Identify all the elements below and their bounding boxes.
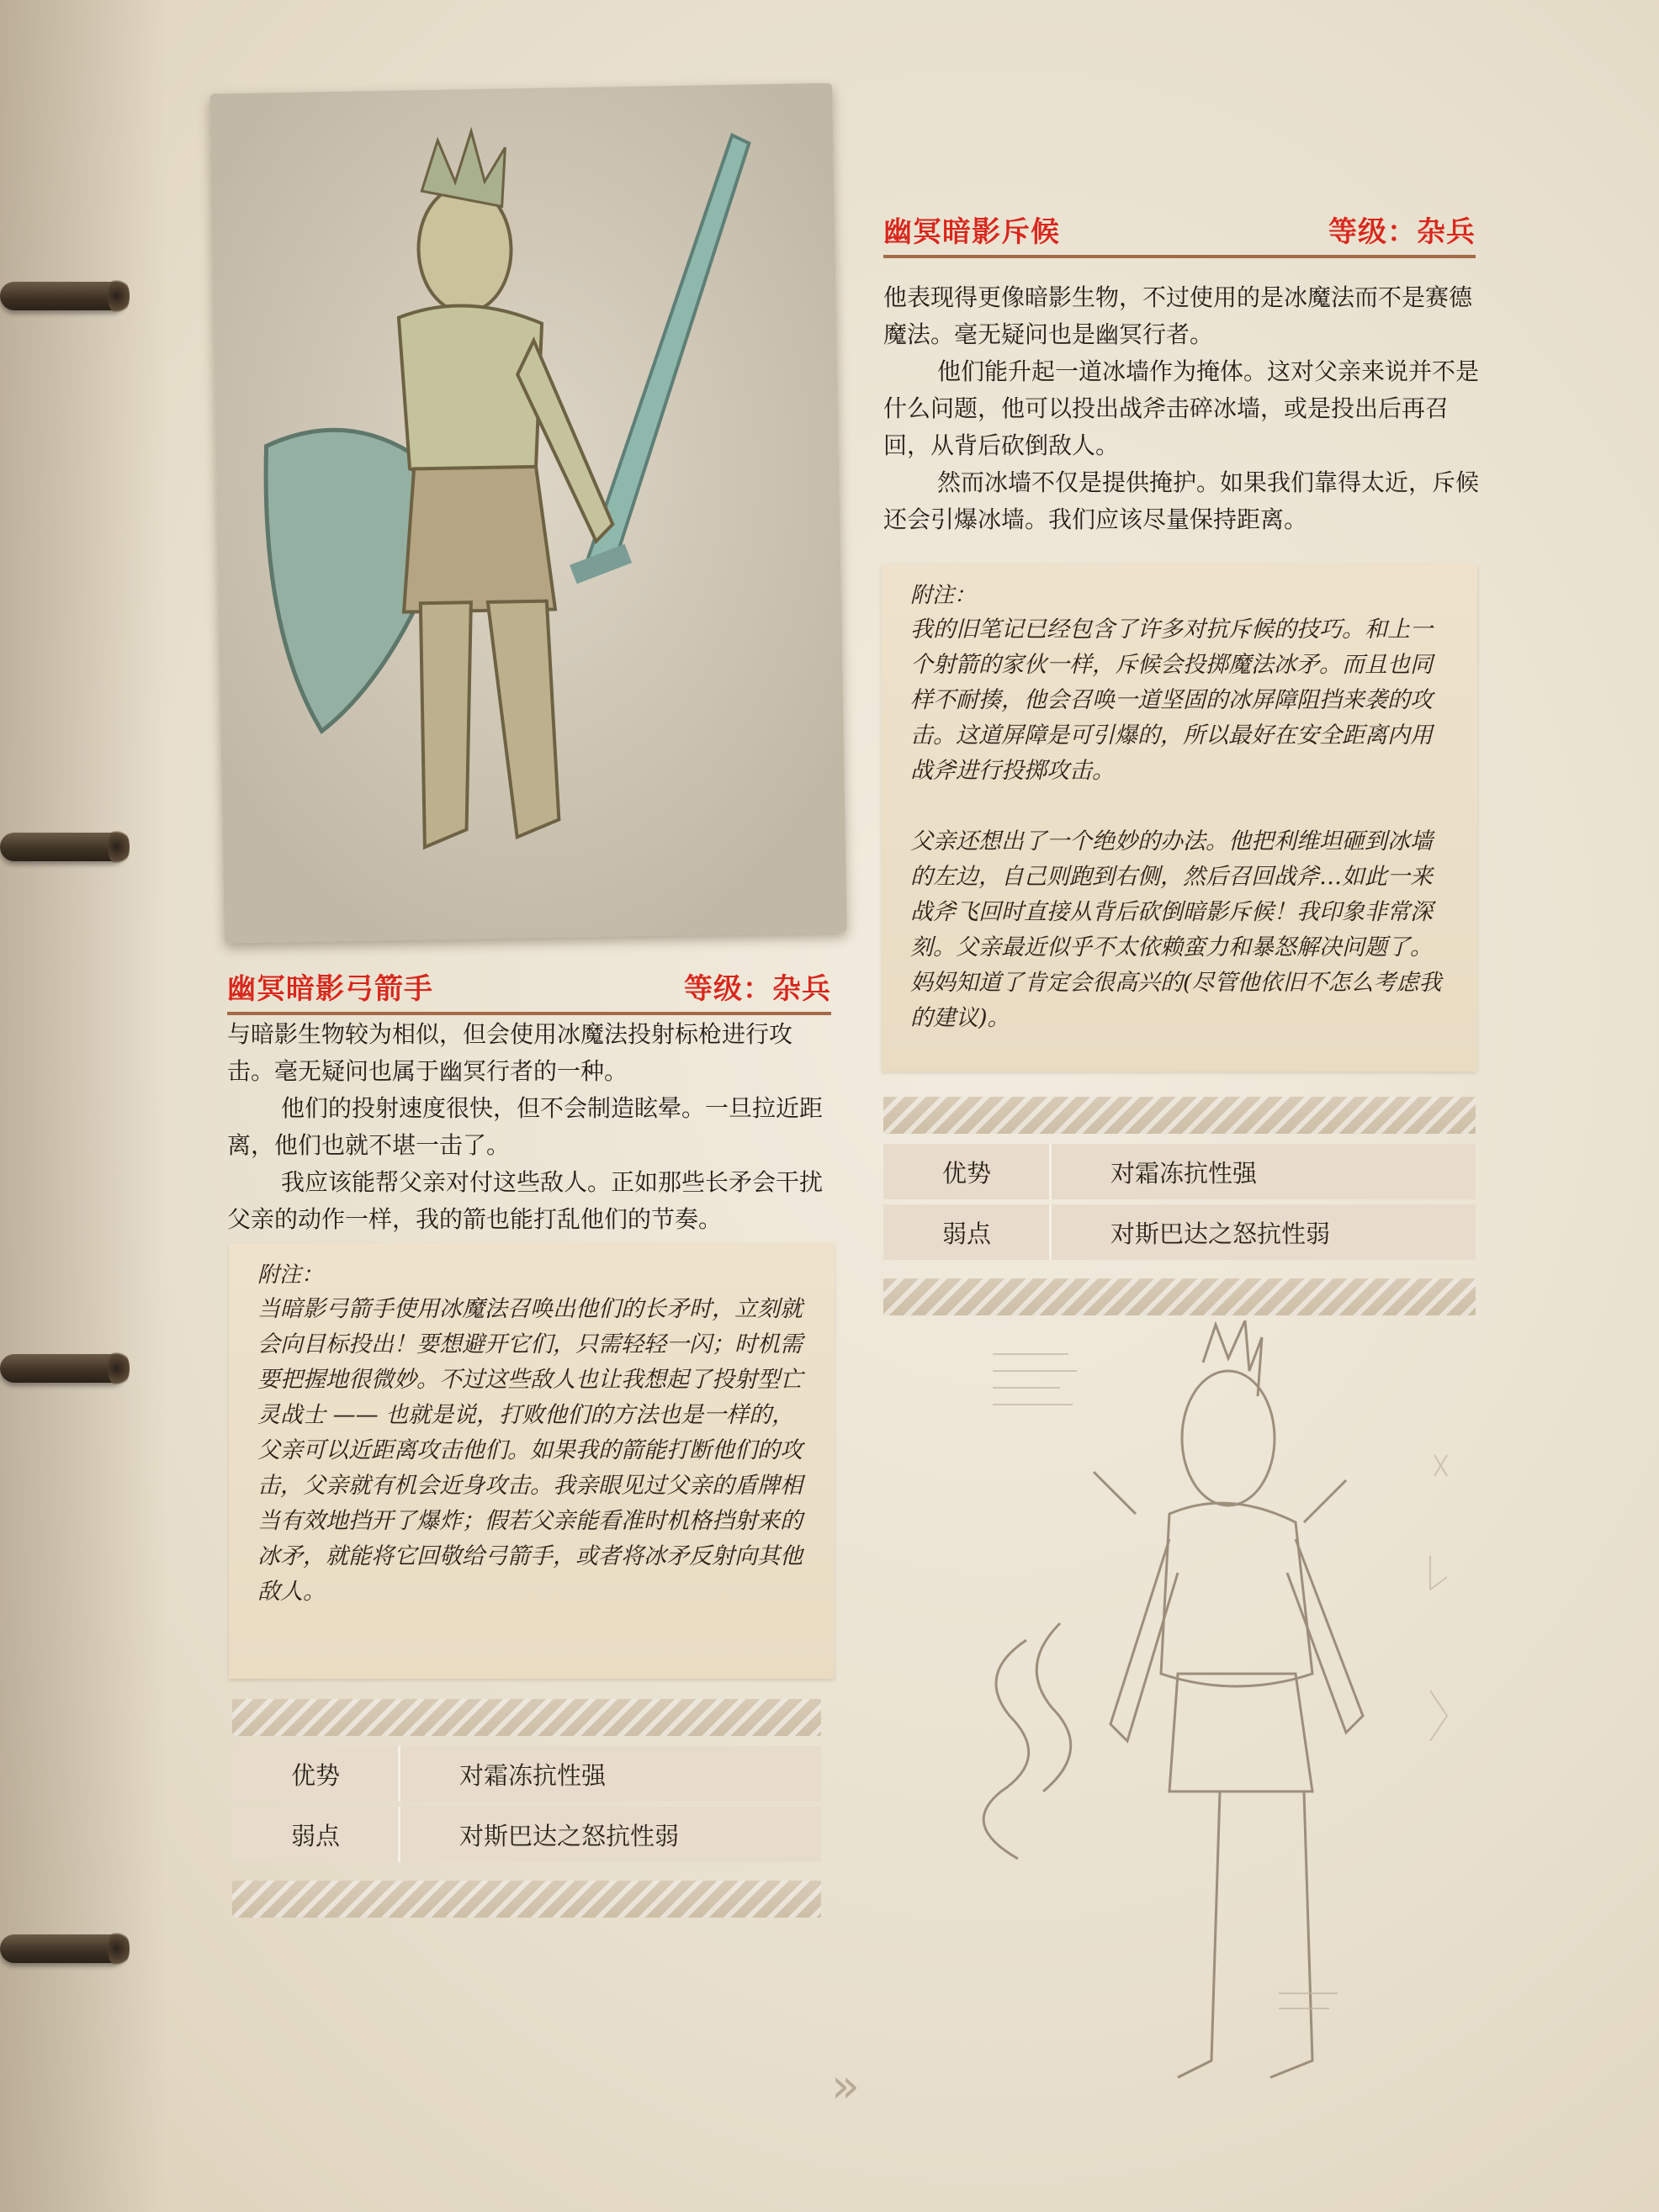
next-page-chevron: » xyxy=(831,2059,849,2114)
right-entry-note xyxy=(882,564,1477,1072)
binder-ring xyxy=(0,833,126,861)
stat-key: 优势 xyxy=(883,1144,1052,1199)
note-label: 附注： xyxy=(910,583,977,608)
archer-illustration xyxy=(209,83,847,944)
right-entry-body xyxy=(883,279,1486,538)
scout-sketch xyxy=(925,1320,1506,2119)
stat-value: 对霜冻抗性强 xyxy=(1110,1158,1258,1188)
stat-row-weakness xyxy=(883,1204,1476,1260)
left-entry-rank: 等级：杂兵 xyxy=(684,972,831,1006)
left-entry-header xyxy=(227,966,831,1015)
note-text: 父亲还想出了一个绝妙的办法。他把利维坦砸到冰墙的左边，自己则跑到右侧，然后召回战斧…如此一来战斧飞回时直接从背后砍倒暗影斥候！我印象非常深刻。父亲最近似乎不太依赖蛮力和暴怒解决问题了。妈妈知道了肯定会很高兴的(尽管他依旧不怎么考虑我的建议)。 xyxy=(910,828,1442,1031)
stat-row-strength xyxy=(883,1144,1476,1199)
stat-value: 对霜冻抗性强 xyxy=(459,1760,607,1790)
right-entry-rank: 等级：杂兵 xyxy=(1328,215,1476,249)
right-stat-table xyxy=(883,1144,1476,1265)
paragraph: 然而冰墙不仅是提供掩护。如果我们靠得太近，斥候还会引爆冰墙。我们应该尽量保持距离。 xyxy=(883,468,1480,533)
left-stat-table xyxy=(232,1746,821,1867)
right-entry-header xyxy=(883,209,1476,258)
stat-value: 对斯巴达之怒抗性弱 xyxy=(1110,1219,1331,1248)
stat-key: 优势 xyxy=(232,1746,400,1802)
left-entry-note xyxy=(229,1243,835,1679)
stat-key: 弱点 xyxy=(232,1807,400,1862)
paragraph: 与暗影生物较为相似，但会使用冰魔法投射标枪进行攻击。毫无疑问也属于幽冥行者的一种。 xyxy=(227,1020,793,1085)
paragraph: 他们的投射速度很快，但不会制造眩晕。一旦拉近距离，他们也就不堪一击了。 xyxy=(227,1094,824,1159)
binder-ring xyxy=(0,1934,126,1963)
right-entry-title: 幽冥暗影斥候 xyxy=(883,215,1060,249)
decorative-band xyxy=(232,1699,821,1736)
paragraph: 他表现得更像暗影生物，不过使用的是冰魔法而不是赛德魔法。毫无疑问也是幽冥行者。 xyxy=(883,283,1473,348)
paragraph: 我应该能帮父亲对付这些敌人。正如那些长矛会干扰父亲的动作一样，我的箭也能打乱他们的节奏。 xyxy=(227,1168,824,1233)
note-text: 我的旧笔记已经包含了许多对抗斥候的技巧。和上一个射箭的家伙一样，斥候会投掷魔法冰矛。而且也同样不耐揍，他会召唤一道坚固的冰屏障阻挡来袭的攻击。这道屏障是可引爆的，所以最好在安全距离内用战斧进行投掷攻击。 xyxy=(910,617,1433,784)
stat-key: 弱点 xyxy=(883,1204,1052,1260)
note-text: 当暗影弓箭手使用冰魔法召唤出他们的长矛时，立刻就会向目标投出！要想避开它们，只需轻轻一闪；时机需要把握地很微妙。不过这些敌人也让我想起了投射型亡灵战士 —— 也就是说，打败他们的方法也是一样的，父亲可以近距离攻击他们。如果我的箭能打断他们的攻击，父亲就有机会近身攻击。我亲眼见过父亲的盾牌相当有效地挡开了爆炸；假若父亲能看准时机格挡射来的冰矛，就能将它回敬给弓箭手，或者将冰矛反射向其他敌人。 xyxy=(257,1296,803,1605)
note-label: 附注： xyxy=(257,1262,324,1288)
left-entry-body xyxy=(227,1016,835,1238)
decorative-band xyxy=(232,1881,821,1918)
stat-value: 对斯巴达之怒抗性弱 xyxy=(459,1821,680,1850)
stat-row-weakness xyxy=(232,1807,821,1862)
decorative-band xyxy=(883,1097,1476,1134)
binder-ring xyxy=(0,282,126,310)
decorative-band xyxy=(883,1278,1476,1315)
binding-shadow xyxy=(0,0,168,2212)
binder-ring xyxy=(0,1354,126,1383)
paragraph: 他们能升起一道冰墙作为掩体。这对父亲来说并不是什么问题，他可以投出战斧击碎冰墙，或是投出后再召回，从背后砍倒敌人。 xyxy=(883,357,1480,459)
left-entry-title: 幽冥暗影弓箭手 xyxy=(227,972,433,1006)
stat-row-strength xyxy=(232,1746,821,1802)
